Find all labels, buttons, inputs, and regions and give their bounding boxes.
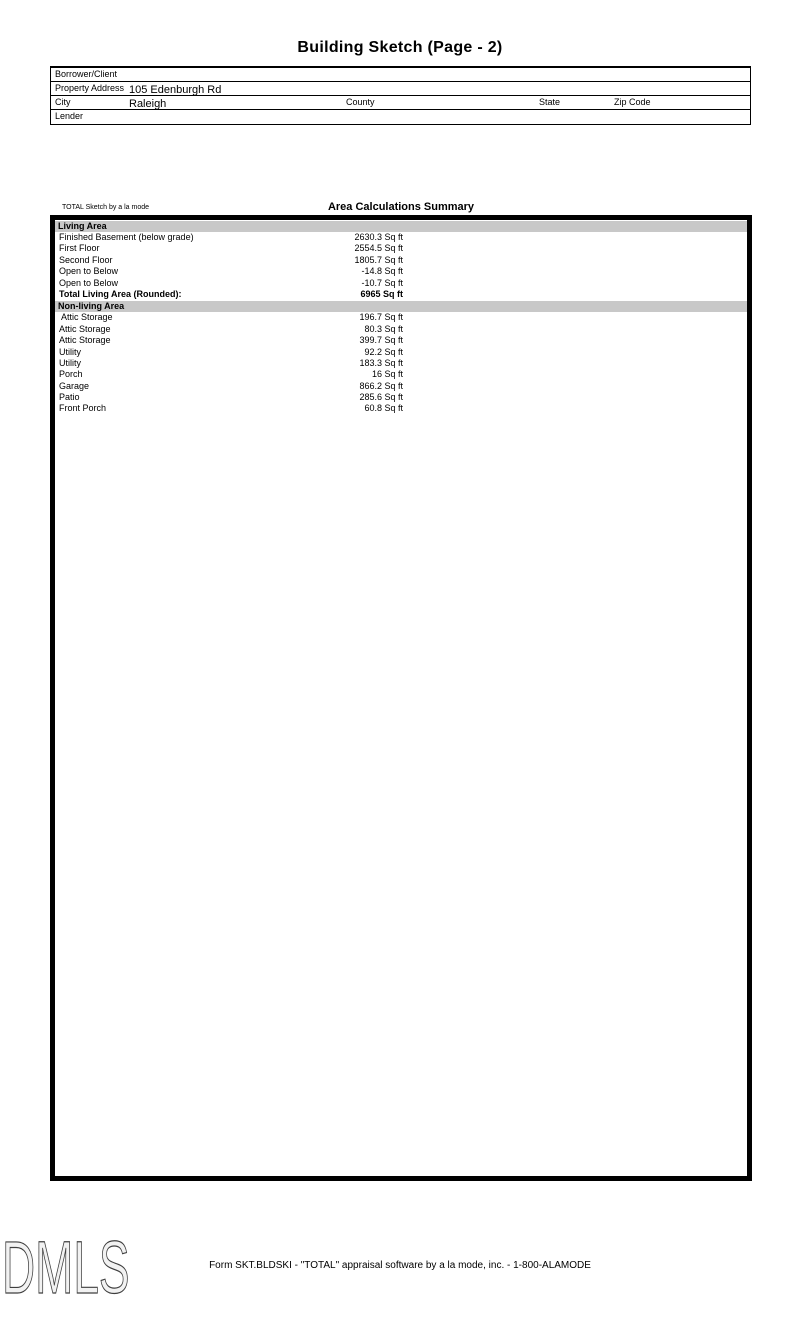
- area-value: 399.7 Sq ft: [359, 335, 403, 346]
- form-footer-line: Form SKT.BLDSKI - "TOTAL" appraisal software by a la mode, inc. - 1-800-ALAMODE: [209, 1260, 591, 1271]
- city-county-state-zip-row: [51, 96, 750, 110]
- table-row: [55, 243, 747, 254]
- table-row: [55, 347, 747, 358]
- area-value: 16 Sq ft: [371, 369, 403, 380]
- table-row: [55, 381, 747, 392]
- area-label: Attic Storage: [59, 335, 111, 346]
- area-label: Utility: [59, 357, 81, 368]
- area-label: Utility: [59, 346, 81, 357]
- table-row: [55, 266, 747, 277]
- table-row: [55, 369, 747, 380]
- area-label: Second Floor: [59, 254, 113, 265]
- area-value: 866.2 Sq ft: [359, 380, 403, 391]
- area-label: Finished Basement (below grade): [59, 232, 194, 242]
- area-label: Porch: [59, 369, 83, 380]
- area-value: -10.7 Sq ft: [361, 277, 403, 288]
- area-label: Open to Below: [59, 266, 119, 277]
- area-label: Open to Below: [59, 277, 119, 288]
- property-info-table: [50, 66, 751, 125]
- total-living-area-label: Total Living Area (Rounded):: [59, 288, 182, 299]
- table-row: [55, 232, 747, 243]
- state-label: State: [539, 97, 561, 107]
- table-row: [55, 278, 747, 289]
- city-label: City: [55, 97, 71, 107]
- borrower-row: [51, 68, 750, 82]
- area-value: 92.2 Sq ft: [364, 346, 403, 357]
- area-value: 196.7 Sq ft: [359, 312, 403, 323]
- property-address-label: Property Address: [55, 83, 125, 93]
- lender-label: Lender: [55, 111, 84, 121]
- dmls-watermark: DMLS: [2, 1226, 130, 1309]
- area-label: Attic Storage: [59, 312, 113, 323]
- area-value: 285.6 Sq ft: [359, 392, 403, 403]
- table-row: [55, 358, 747, 369]
- lender-row: [51, 110, 750, 124]
- area-label: Patio: [59, 392, 80, 403]
- borrower-label: Borrower/Client: [55, 69, 118, 79]
- area-value: 80.3 Sq ft: [364, 323, 403, 334]
- table-row: [55, 255, 747, 266]
- area-value: 1805.7 Sq ft: [354, 254, 403, 265]
- county-label: County: [346, 97, 375, 107]
- city-value: Raleigh: [129, 98, 167, 110]
- living-area-section-header: Living Area: [55, 221, 747, 232]
- sketch-border-box: [50, 215, 752, 1181]
- area-value: 2630.3 Sq ft: [354, 232, 403, 242]
- total-living-area-value: 6965 Sq ft: [360, 288, 403, 299]
- area-label: Attic Storage: [59, 323, 111, 334]
- area-label: Front Porch: [59, 403, 107, 414]
- area-value: -14.8 Sq ft: [361, 266, 403, 277]
- area-value: 183.3 Sq ft: [359, 357, 403, 368]
- table-row: [55, 392, 747, 403]
- area-calculations-summary-title: Area Calculations Summary: [327, 201, 475, 213]
- table-row: [55, 324, 747, 335]
- area-value: 60.8 Sq ft: [364, 403, 403, 414]
- total-sketch-brand: TOTAL Sketch by a la mode: [62, 204, 150, 211]
- property-address-row: [51, 82, 750, 96]
- table-row: [55, 403, 747, 414]
- table-row: [55, 312, 747, 323]
- property-address-value: 105 Edenburgh Rd: [129, 84, 222, 96]
- non-living-area-section-header: Non-living Area: [55, 301, 747, 312]
- area-label: First Floor: [59, 243, 100, 254]
- total-living-area-row: [55, 289, 747, 300]
- table-row: [55, 335, 747, 346]
- area-calculations-table: [55, 221, 747, 415]
- page-title: Building Sketch (Page - 2): [297, 39, 503, 56]
- area-value: 2554.5 Sq ft: [354, 243, 403, 254]
- zip-code-label: Zip Code: [614, 97, 651, 107]
- area-label: Garage: [59, 380, 90, 391]
